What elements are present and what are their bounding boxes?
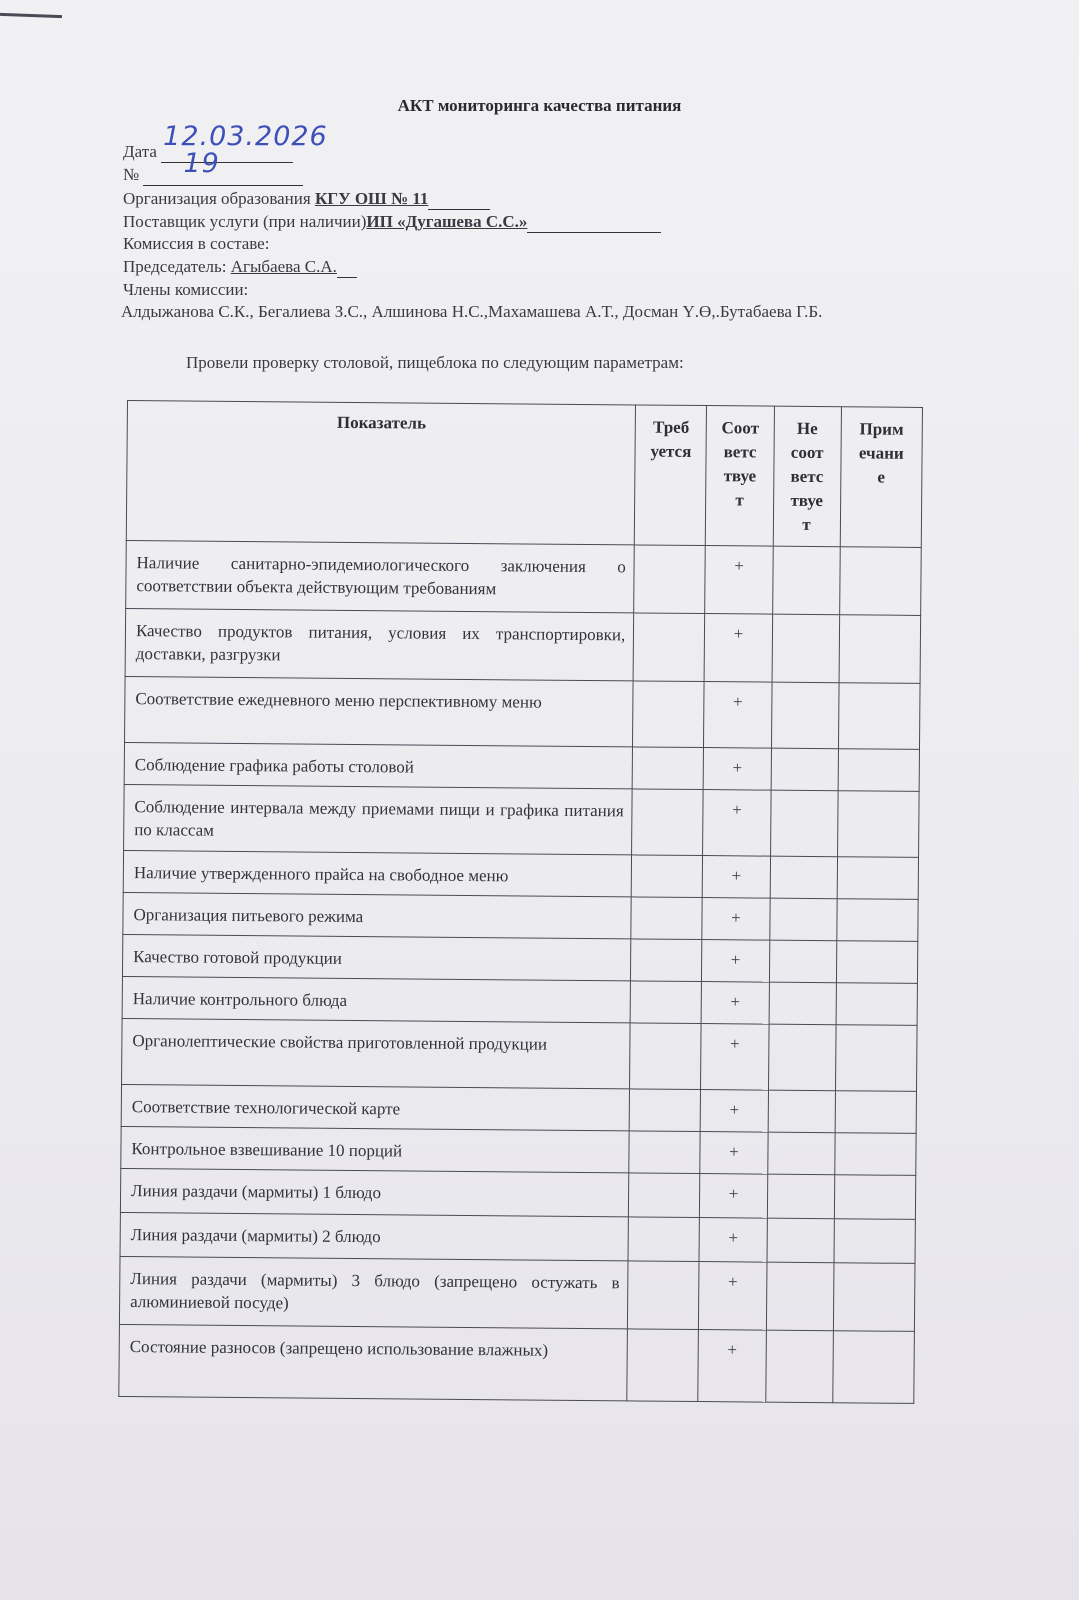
table-row xyxy=(122,976,917,1025)
required-cell xyxy=(627,1329,699,1402)
commission-label: Комиссия в составе: xyxy=(123,234,270,253)
required-cell xyxy=(631,855,703,898)
not-complies-cell xyxy=(770,790,838,857)
table-row xyxy=(124,742,919,791)
table-row xyxy=(125,608,921,683)
table-row xyxy=(120,1168,915,1219)
table-row xyxy=(124,784,920,857)
indicator-cell: Соответствие технологической карте xyxy=(121,1084,630,1130)
required-cell xyxy=(630,981,702,1024)
indicator-cell: Контрольное взвешивание 10 порций xyxy=(121,1126,630,1172)
note-cell xyxy=(834,1219,916,1264)
required-cell xyxy=(630,1023,702,1090)
supplier-label: Поставщик услуги (при наличии) xyxy=(123,212,367,231)
organization-underline xyxy=(428,193,490,210)
indicator-cell: Наличие санитарно-эпидемиологического заключения о соответствии объекта действующим требованиям xyxy=(126,540,635,612)
note-cell xyxy=(834,1175,916,1220)
required-cell xyxy=(631,897,703,940)
not-complies-cell xyxy=(771,748,838,791)
indicator-cell: Соблюдение графика работы столовой xyxy=(124,742,633,788)
note-cell xyxy=(836,983,918,1026)
members-label: Члены комиссии: xyxy=(123,280,249,299)
organization-label: Организация образования xyxy=(123,189,311,208)
complies-cell: + xyxy=(704,748,771,791)
table-row xyxy=(126,540,922,615)
required-cell xyxy=(629,1173,701,1218)
note-cell xyxy=(835,1025,917,1092)
header-required: Треб уется xyxy=(635,405,707,546)
complies-cell: + xyxy=(702,898,769,941)
not-complies-cell xyxy=(767,1132,834,1175)
note-cell xyxy=(837,791,919,858)
indicator-cell: Органолептические свойства приготовленной продукции xyxy=(122,1018,631,1088)
note-cell xyxy=(839,615,921,684)
not-complies-cell xyxy=(772,546,840,615)
not-complies-cell xyxy=(768,1090,835,1133)
not-complies-cell xyxy=(766,1262,834,1331)
note-cell xyxy=(838,749,920,792)
complies-cell: + xyxy=(700,1132,767,1175)
chair-label: Председатель: xyxy=(123,257,227,276)
table-row xyxy=(123,850,918,899)
indicator-cell: Организация питьевого режима xyxy=(123,892,632,938)
not-complies-cell xyxy=(769,898,836,941)
note-cell xyxy=(834,1133,916,1176)
header-not-complies: Не соот ветс твуе т xyxy=(773,406,841,547)
not-complies-cell xyxy=(771,682,839,749)
table-header-row xyxy=(126,401,922,548)
members-list: Алдыжанова С.К., Бегалиева З.С., Алшинова Н.С.,Махамашева А.Т., Досман Ү.Ө,.Бутабаева Г.Б. xyxy=(121,302,823,321)
indicator-cell: Качество готовой продукции xyxy=(122,934,631,980)
not-complies-cell xyxy=(770,856,837,899)
not-complies-cell xyxy=(772,614,840,683)
chair-value: Агыбаева С.А. xyxy=(230,257,337,276)
complies-cell: + xyxy=(702,982,769,1025)
indicator-cell: Состояние разносов (запрещено использование влажных) xyxy=(119,1324,628,1400)
required-cell xyxy=(632,747,704,790)
table-row xyxy=(125,676,921,749)
required-cell xyxy=(631,939,703,982)
not-complies-cell xyxy=(769,982,836,1025)
note-cell xyxy=(836,899,918,942)
supplier-underline xyxy=(527,216,661,233)
required-cell xyxy=(633,613,705,682)
indicator-cell: Линия раздачи (мармиты) 2 блюдо xyxy=(120,1212,629,1260)
date-label: Дата xyxy=(123,142,157,161)
required-cell xyxy=(633,681,705,748)
header-complies: Соот ветс твуе т xyxy=(706,406,774,547)
table-row xyxy=(121,1126,916,1175)
required-cell xyxy=(629,1131,701,1174)
supplier-value: ИП «Дугашева С.С.» xyxy=(366,212,528,231)
note-cell xyxy=(835,1091,917,1134)
indicator-cell: Наличие контрольного блюда xyxy=(122,976,631,1022)
number-handwritten: 19 xyxy=(183,148,220,179)
note-cell xyxy=(836,941,918,984)
supplier-line xyxy=(123,211,661,233)
organization-line xyxy=(123,188,490,210)
not-complies-cell xyxy=(767,1218,834,1263)
complies-cell: + xyxy=(703,856,770,899)
required-cell xyxy=(628,1261,700,1330)
table-row xyxy=(119,1324,915,1403)
table-row xyxy=(119,1256,915,1331)
table-row xyxy=(120,1212,915,1263)
not-complies-cell xyxy=(767,1174,834,1219)
note-cell xyxy=(832,1331,914,1404)
table-row xyxy=(121,1084,916,1133)
indicator-cell: Наличие утвержденного прайса на свободное меню xyxy=(123,850,632,896)
complies-cell: + xyxy=(705,546,773,615)
complies-cell: + xyxy=(699,1218,766,1263)
indicator-cell: Линия раздачи (мармиты) 1 блюдо xyxy=(120,1168,629,1216)
number-field xyxy=(143,148,303,186)
note-cell xyxy=(833,1263,915,1332)
organization-value: КГУ ОШ № 11 xyxy=(314,189,429,208)
required-cell xyxy=(628,1217,700,1262)
note-cell xyxy=(837,857,919,900)
date-handwritten: 12.03.2026 xyxy=(163,121,328,152)
note-cell xyxy=(838,683,920,750)
chair-line xyxy=(123,256,357,278)
indicator-cell: Соблюдение интервала между приемами пищи и графика питания по классам xyxy=(124,784,633,854)
header-note: Прим ечани е xyxy=(840,407,923,548)
complies-cell: + xyxy=(703,790,771,857)
table-row xyxy=(123,892,918,941)
indicator-cell: Качество продуктов питания, условия их транспортировки, доставки, разгрузки xyxy=(125,608,634,680)
inspection-intro: Провели проверку столовой, пищеблока по следующим параметрам: xyxy=(186,353,684,372)
pen-mark xyxy=(0,13,62,18)
complies-cell: + xyxy=(704,682,772,749)
complies-cell: + xyxy=(701,1024,769,1091)
required-cell xyxy=(629,1089,701,1132)
complies-cell: + xyxy=(705,614,773,683)
date-field xyxy=(161,121,328,163)
chair-underline xyxy=(337,261,357,278)
complies-cell: + xyxy=(698,1330,766,1403)
required-cell xyxy=(634,545,706,614)
number-label: № xyxy=(123,165,140,184)
document-title: АКТ мониторинга качества питания xyxy=(397,96,682,115)
not-complies-cell xyxy=(769,940,836,983)
complies-cell: + xyxy=(699,1262,767,1331)
not-complies-cell xyxy=(765,1330,833,1403)
header-indicator: Показатель xyxy=(126,401,635,545)
not-complies-cell xyxy=(768,1024,836,1091)
complies-cell: + xyxy=(702,940,769,983)
required-cell xyxy=(632,789,704,856)
table-row xyxy=(122,1018,918,1091)
indicator-cell: Соответствие ежедневного меню перспективному меню xyxy=(125,676,634,746)
inspection-table xyxy=(118,400,923,1404)
table-row xyxy=(122,934,917,983)
complies-cell: + xyxy=(701,1090,768,1133)
indicator-cell: Линия раздачи (мармиты) 3 блюдо (запрещено остужать в алюминиевой посуде) xyxy=(119,1256,628,1328)
complies-cell: + xyxy=(700,1174,767,1219)
note-cell xyxy=(839,547,921,616)
